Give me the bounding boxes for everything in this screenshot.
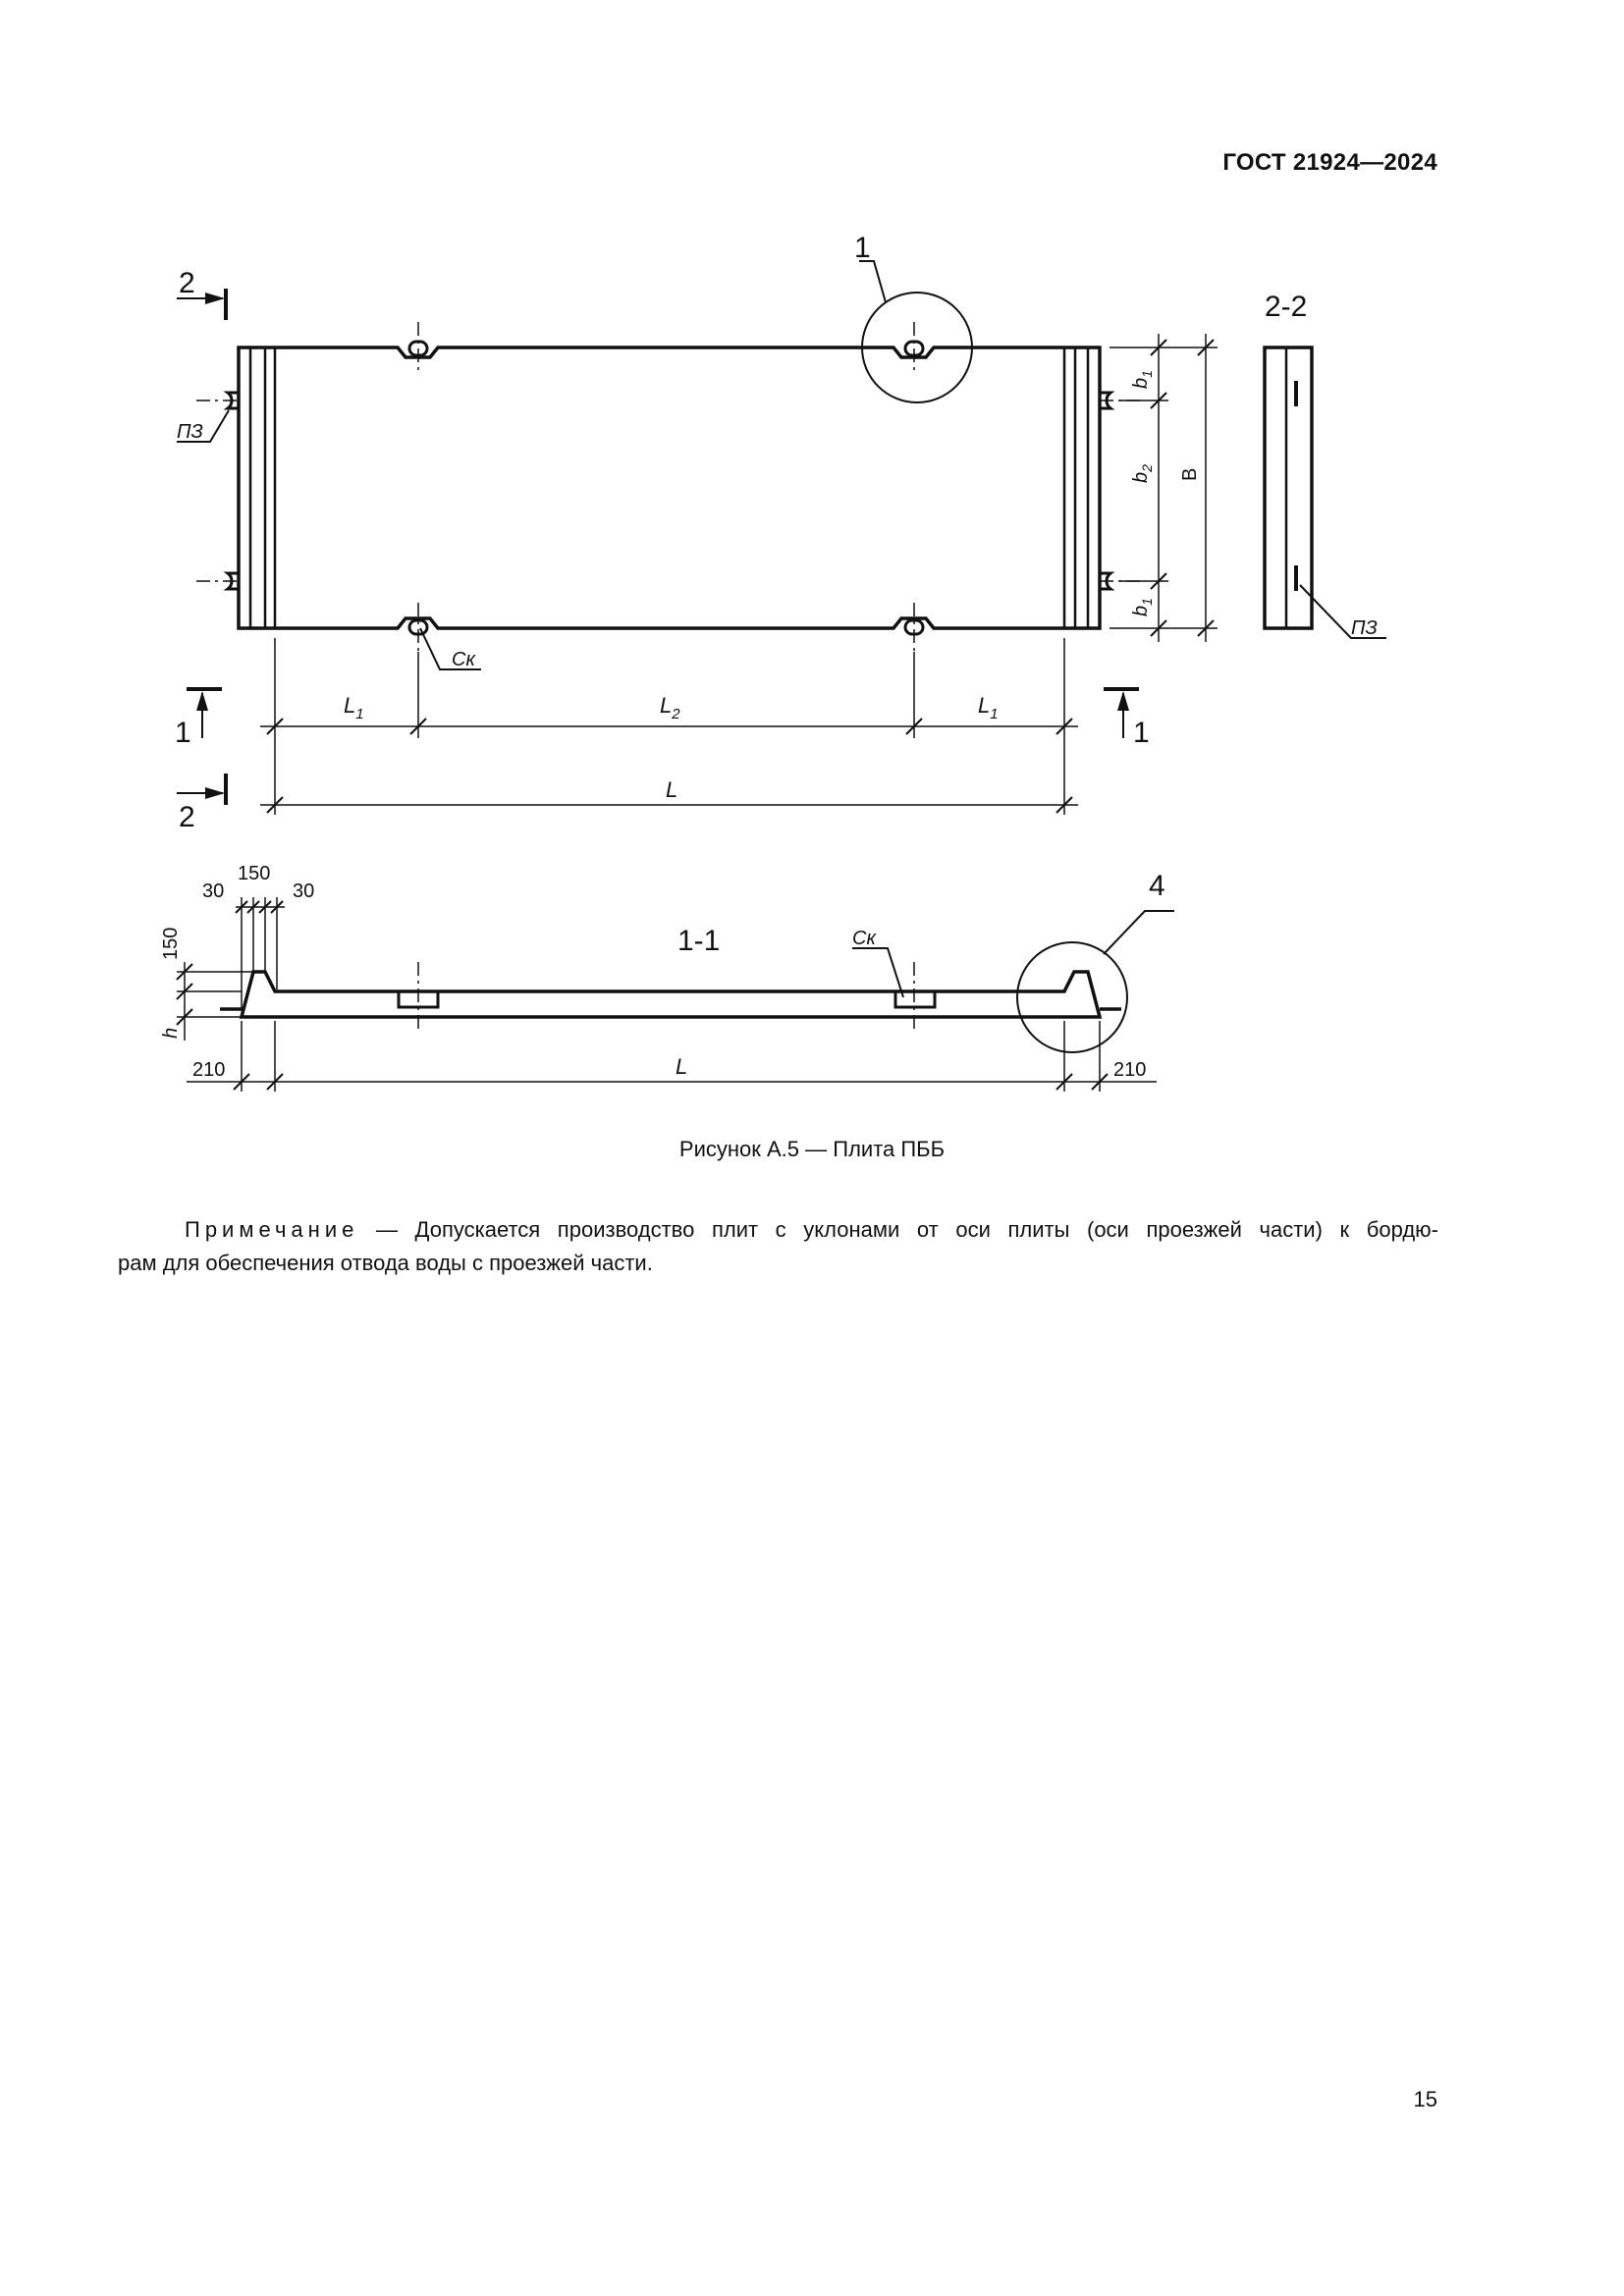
dim-h: h — [160, 1027, 182, 1039]
dim-b1-bottom: $b_1$ — [1130, 598, 1155, 616]
note-line-1 — [118, 1213, 1438, 1247]
section-2-2-title: 2-2 — [1265, 291, 1308, 323]
dim-bottom-chain — [187, 1021, 1157, 1092]
dim-30-right: 30 — [293, 881, 315, 902]
page-number: 15 — [1413, 2087, 1437, 2111]
section-1-1-profile — [242, 972, 1100, 1017]
note-block — [118, 1213, 1438, 1280]
dim-150-side: 150 — [160, 927, 182, 960]
sk-label-section: Ск — [852, 928, 876, 949]
note-text-1: — Допускается производство плит с уклонами от оси плиты (оси проезжей части) к бордю- — [358, 1217, 1438, 1242]
dim-chain-b — [1110, 334, 1218, 642]
dim-b1-top: $b_1$ — [1130, 370, 1155, 389]
dim-top-curb — [236, 897, 285, 1011]
dim-b-overall: B — [1179, 467, 1201, 481]
plan-view — [177, 261, 1144, 669]
document-code: ГОСТ 21924—2024 — [1222, 149, 1437, 176]
note-line-2: рам для обеспечения отвода воды с проезжей части. — [118, 1251, 653, 1275]
dim-210-left: 210 — [192, 1059, 226, 1081]
callout-circle-4 — [1017, 942, 1127, 1052]
callout-1-label: 1 — [854, 232, 871, 264]
section-1-1-title: 1-1 — [677, 925, 721, 957]
cut-1-left-label: 1 — [175, 717, 191, 749]
cut-1-right-label: 1 — [1133, 717, 1150, 749]
pz-label-right: ПЗ — [1351, 617, 1378, 639]
dim-210-right: 210 — [1113, 1059, 1147, 1081]
cut-mark-1-left — [187, 689, 222, 738]
dim-l1-right: $L_1$ — [978, 693, 999, 722]
dim-l-section: L — [676, 1054, 688, 1079]
dim-l-overall: L — [666, 777, 678, 802]
figure-caption: Рисунок А.5 — Плита ПББ — [678, 1137, 946, 1161]
pz-label-left: ПЗ — [177, 421, 203, 443]
callout-4-label: 4 — [1149, 870, 1165, 902]
dim-b2: $b_2$ — [1130, 464, 1155, 483]
dim-30-left: 30 — [202, 881, 225, 902]
plan-slab-outline — [239, 347, 1100, 628]
cut-2-top-label: 2 — [179, 267, 195, 299]
dim-l2: $L_2$ — [660, 693, 680, 722]
note-label: Примечание — [185, 1217, 359, 1242]
sk-label-plan: Ск — [452, 649, 475, 670]
cut-2-bottom-label: 2 — [179, 801, 195, 833]
dim-150-top: 150 — [238, 863, 271, 884]
dim-l1-left: $L_1$ — [344, 693, 364, 722]
section-2-2-view — [1265, 347, 1386, 638]
